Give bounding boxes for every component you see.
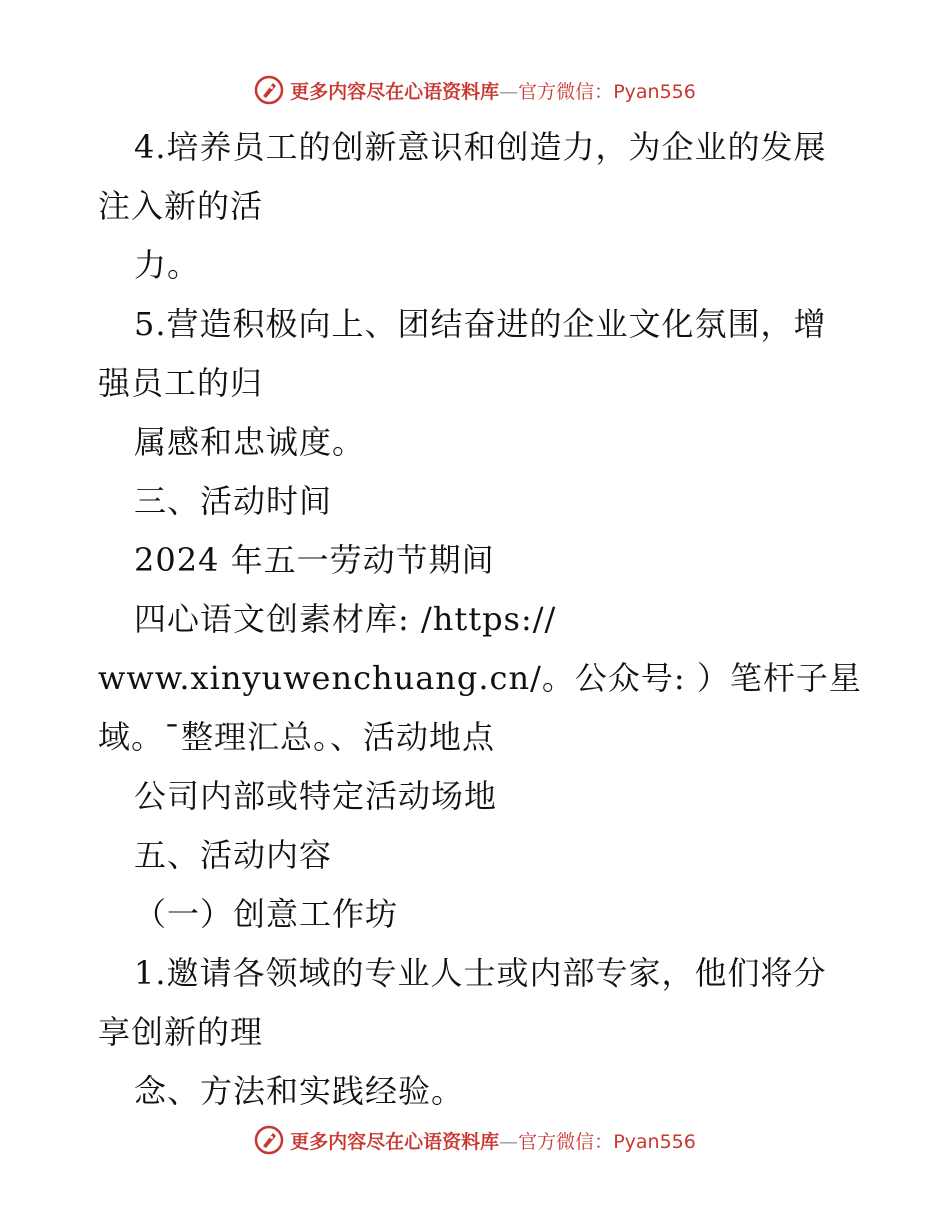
text-line: 公司内部或特定活动场地 bbox=[134, 777, 498, 815]
banner-wechat-id: Pyan556 bbox=[613, 80, 696, 103]
banner-text bbox=[290, 1127, 696, 1154]
text-line: 强员工的归 bbox=[98, 364, 264, 402]
text-line: 注入新的活 bbox=[98, 187, 264, 225]
document-body bbox=[98, 118, 862, 1121]
pen-nib-circle-icon bbox=[254, 75, 284, 105]
banner-separator: — bbox=[499, 80, 519, 103]
banner-wechat-label: 官方微信： bbox=[518, 1130, 614, 1153]
pen-nib-circle-icon bbox=[254, 1125, 284, 1155]
footer-banner bbox=[0, 1120, 950, 1160]
banner-wechat-label: 官方微信： bbox=[518, 80, 614, 103]
banner-title: 更多内容尽在心语资料库 bbox=[290, 1130, 500, 1153]
text-line: 五、活动内容 bbox=[134, 836, 333, 874]
text-line: （一）创意工作坊 bbox=[134, 895, 399, 933]
text-line: 4.培养员工的创新意识和创造力，为企业的发展 bbox=[134, 128, 827, 166]
text-line: 力。 bbox=[134, 246, 201, 284]
banner-separator: — bbox=[499, 1130, 519, 1153]
text-line: www.xinyuwenchuang.cn/。公众号: ）笔杆子星 bbox=[98, 659, 862, 697]
text-line: 三、活动时间 bbox=[134, 482, 333, 520]
banner-wechat-id: Pyan556 bbox=[613, 1130, 696, 1153]
text-line: 享创新的理 bbox=[98, 1013, 264, 1051]
text-line: 1.邀请各领域的专业人士或内部专家，他们将分 bbox=[134, 954, 827, 992]
text-line: 属感和忠诚度。 bbox=[134, 423, 366, 461]
text-line: 域。¯整理汇总。、活动地点 bbox=[98, 718, 496, 756]
text-line: 四心语文创素材库: /https:// bbox=[134, 600, 557, 638]
text-line: 5.营造积极向上、团结奋进的企业文化氛围，增 bbox=[134, 305, 827, 343]
banner-text bbox=[290, 77, 696, 104]
banner-title: 更多内容尽在心语资料库 bbox=[290, 80, 500, 103]
text-line: 2024 年五一劳动节期间 bbox=[134, 541, 495, 579]
header-banner bbox=[0, 70, 950, 110]
text-line: 念、方法和实践经验。 bbox=[134, 1072, 465, 1110]
